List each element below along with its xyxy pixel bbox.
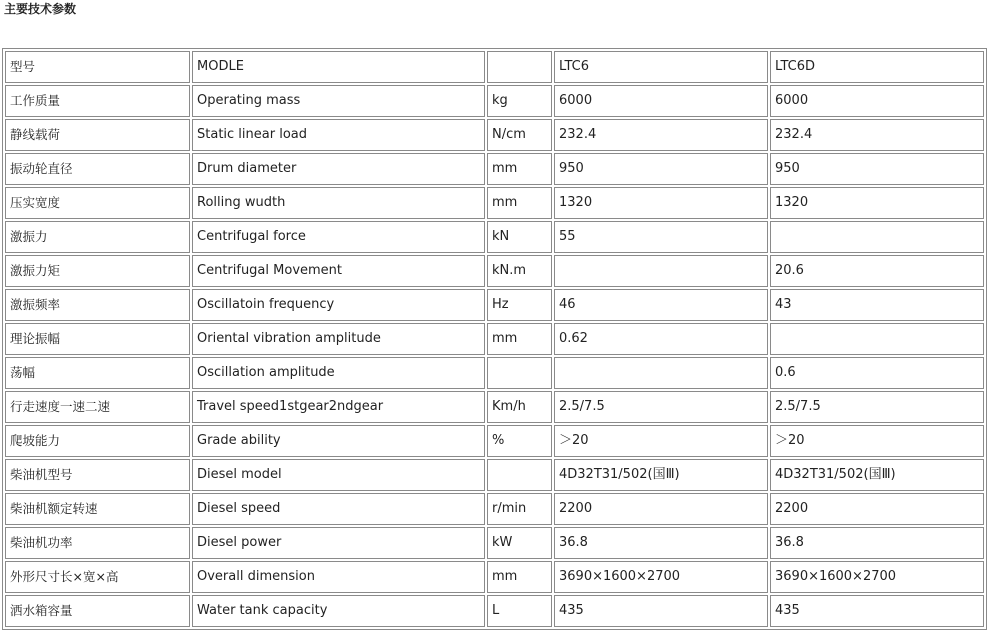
- cell-unit: mm: [487, 561, 552, 593]
- table-row: [5, 357, 984, 389]
- cell-unit: mm: [487, 323, 552, 355]
- cell-unit: [487, 357, 552, 389]
- cell-param-name-en: Grade ability: [192, 425, 485, 457]
- cell-param-name-cn: 爬坡能力: [5, 425, 190, 457]
- cell-value-ltc6: [554, 255, 768, 287]
- cell-value-ltc6d: 0.6: [770, 357, 984, 389]
- cell-value-ltc6: ＞20: [554, 425, 768, 457]
- cell-value-ltc6: 6000: [554, 85, 768, 117]
- cell-value-ltc6d: 2.5/7.5: [770, 391, 984, 423]
- cell-param-name-en: Oscillatoin frequency: [192, 289, 485, 321]
- cell-value-ltc6: 2.5/7.5: [554, 391, 768, 423]
- cell-unit: Hz: [487, 289, 552, 321]
- cell-param-name-cn: 柴油机功率: [5, 527, 190, 559]
- cell-param-name-en: Overall dimension: [192, 561, 485, 593]
- cell-param-name-cn: 型号: [5, 51, 190, 83]
- cell-param-name-en: Operating mass: [192, 85, 485, 117]
- cell-param-name-en: Static linear load: [192, 119, 485, 151]
- cell-value-ltc6d: 4D32T31/502(国Ⅲ): [770, 459, 984, 491]
- cell-value-ltc6: 36.8: [554, 527, 768, 559]
- cell-unit: Km/h: [487, 391, 552, 423]
- cell-value-ltc6: 2200: [554, 493, 768, 525]
- cell-param-name-en: Oscillation amplitude: [192, 357, 485, 389]
- cell-unit: mm: [487, 187, 552, 219]
- table-row: [5, 323, 984, 355]
- cell-unit: kN: [487, 221, 552, 253]
- cell-param-name-cn: 理论振幅: [5, 323, 190, 355]
- cell-param-name-cn: 工作质量: [5, 85, 190, 117]
- cell-param-name-cn: 激振力矩: [5, 255, 190, 287]
- cell-value-ltc6d: 950: [770, 153, 984, 185]
- cell-value-ltc6d: 20.6: [770, 255, 984, 287]
- table-row: [5, 187, 984, 219]
- spec-table: [2, 48, 987, 630]
- cell-param-name-en: Centrifugal force: [192, 221, 485, 253]
- cell-param-name-en: Travel speed1stgear2ndgear: [192, 391, 485, 423]
- table-row: [5, 51, 984, 83]
- cell-unit: mm: [487, 153, 552, 185]
- cell-param-name-cn: 柴油机型号: [5, 459, 190, 491]
- cell-value-ltc6: 950: [554, 153, 768, 185]
- cell-param-name-cn: 柴油机额定转速: [5, 493, 190, 525]
- cell-unit: kg: [487, 85, 552, 117]
- cell-value-ltc6d: 1320: [770, 187, 984, 219]
- cell-value-ltc6d: [770, 221, 984, 253]
- cell-value-ltc6: 46: [554, 289, 768, 321]
- cell-param-name-en: Diesel speed: [192, 493, 485, 525]
- cell-value-ltc6d: 232.4: [770, 119, 984, 151]
- cell-value-ltc6: 435: [554, 595, 768, 627]
- spec-table-body: [5, 51, 984, 627]
- cell-param-name-cn: 洒水箱容量: [5, 595, 190, 627]
- table-row: [5, 289, 984, 321]
- cell-unit: N/cm: [487, 119, 552, 151]
- cell-value-ltc6: 55: [554, 221, 768, 253]
- cell-value-ltc6: 1320: [554, 187, 768, 219]
- cell-param-name-cn: 振动轮直径: [5, 153, 190, 185]
- cell-value-ltc6: LTC6: [554, 51, 768, 83]
- cell-param-name-en: Rolling wudth: [192, 187, 485, 219]
- cell-unit: kW: [487, 527, 552, 559]
- cell-unit: kN.m: [487, 255, 552, 287]
- table-row: [5, 255, 984, 287]
- cell-param-name-cn: 外形尺寸长×宽×高: [5, 561, 190, 593]
- cell-param-name-en: Diesel model: [192, 459, 485, 491]
- cell-param-name-en: Oriental vibration amplitude: [192, 323, 485, 355]
- cell-value-ltc6d: 3690×1600×2700: [770, 561, 984, 593]
- cell-value-ltc6d: 36.8: [770, 527, 984, 559]
- table-row: [5, 459, 984, 491]
- cell-unit: [487, 51, 552, 83]
- cell-param-name-cn: 激振频率: [5, 289, 190, 321]
- cell-value-ltc6d: 2200: [770, 493, 984, 525]
- cell-param-name-en: Centrifugal Movement: [192, 255, 485, 287]
- cell-param-name-cn: 静线载荷: [5, 119, 190, 151]
- cell-param-name-cn: 行走速度一速二速: [5, 391, 190, 423]
- cell-value-ltc6d: [770, 323, 984, 355]
- cell-param-name-cn: 激振力: [5, 221, 190, 253]
- cell-unit: r/min: [487, 493, 552, 525]
- cell-value-ltc6d: 435: [770, 595, 984, 627]
- cell-value-ltc6: 232.4: [554, 119, 768, 151]
- cell-value-ltc6: 3690×1600×2700: [554, 561, 768, 593]
- table-row: [5, 153, 984, 185]
- table-row: [5, 119, 984, 151]
- page-title: 主要技术参数: [4, 2, 77, 16]
- cell-param-name-en: Water tank capacity: [192, 595, 485, 627]
- table-row: [5, 221, 984, 253]
- table-row: [5, 391, 984, 423]
- table-row: [5, 561, 984, 593]
- cell-value-ltc6d: LTC6D: [770, 51, 984, 83]
- cell-param-name-en: MODLE: [192, 51, 485, 83]
- cell-unit: [487, 459, 552, 491]
- cell-value-ltc6: 4D32T31/502(国Ⅲ): [554, 459, 768, 491]
- cell-param-name-en: Drum diameter: [192, 153, 485, 185]
- cell-value-ltc6: 0.62: [554, 323, 768, 355]
- table-row: [5, 493, 984, 525]
- cell-value-ltc6: [554, 357, 768, 389]
- cell-param-name-cn: 压实宽度: [5, 187, 190, 219]
- cell-param-name-cn: 荡幅: [5, 357, 190, 389]
- table-row: [5, 595, 984, 627]
- table-row: [5, 425, 984, 457]
- cell-value-ltc6d: ＞20: [770, 425, 984, 457]
- cell-value-ltc6d: 43: [770, 289, 984, 321]
- table-row: [5, 527, 984, 559]
- cell-value-ltc6d: 6000: [770, 85, 984, 117]
- cell-unit: %: [487, 425, 552, 457]
- cell-param-name-en: Diesel power: [192, 527, 485, 559]
- table-row: [5, 85, 984, 117]
- cell-unit: L: [487, 595, 552, 627]
